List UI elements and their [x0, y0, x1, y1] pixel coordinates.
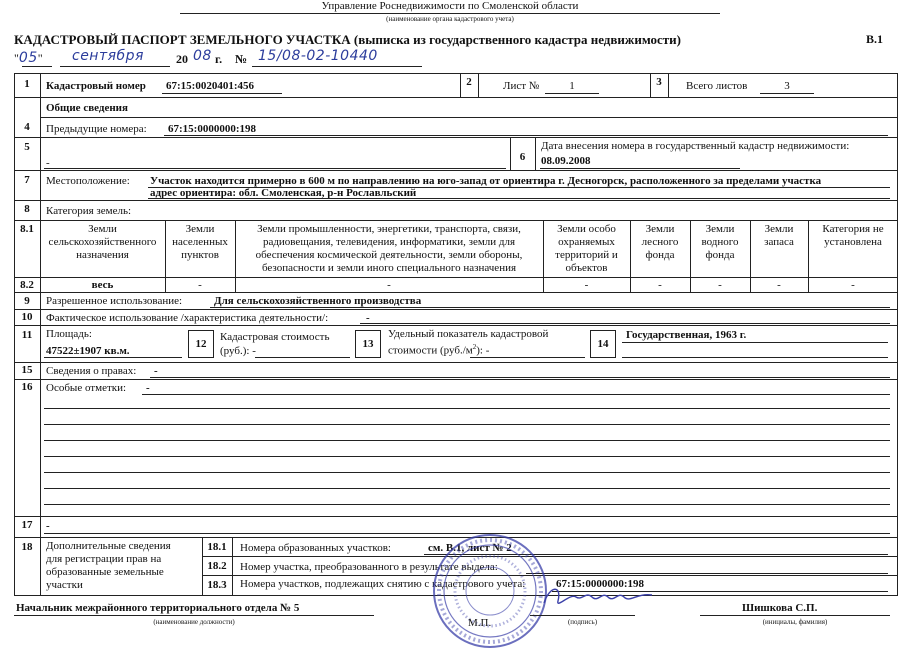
- row-num-18: 18: [21, 541, 33, 553]
- sheet-label: Лист №: [503, 80, 540, 92]
- category-water: Земли водного фонда: [701, 223, 739, 261]
- total-num-cell: 3: [656, 76, 662, 88]
- ownership-value: Государственная, 1963 г.: [626, 329, 747, 341]
- total-sheets-label: Всего листов: [686, 80, 748, 92]
- row-num-13: 13: [362, 338, 374, 350]
- specific-cost-value: -: [485, 344, 490, 357]
- passport-number: 15/08-02-10440: [258, 48, 378, 64]
- organization-caption: (наименование органа кадастрового учета): [386, 15, 514, 23]
- form-code: В.1: [866, 32, 884, 46]
- sheet-value: 1: [569, 80, 575, 92]
- separated-plot-label: Номер участка, преобразованного в результате выдела:: [240, 561, 498, 573]
- special-notes-value: -: [146, 382, 150, 394]
- area-value: 47522±1907 кв.м.: [46, 345, 130, 357]
- row-num-6: 6: [519, 151, 526, 163]
- row-num-5: 5: [24, 141, 30, 153]
- category-value-protected: -: [584, 279, 589, 291]
- row-num-15: 15: [21, 364, 33, 376]
- date-entry-label: Дата внесения номера в государственный кадастр недвижимости:: [541, 140, 850, 152]
- cadastral-cost-value: -: [252, 345, 256, 357]
- date-year-prefix: 20: [176, 52, 188, 66]
- category-industrial: Земли промышленности, энергетики, транспорта, связи, радиовещания, телевидения, информатики, земли для обеспечения космической деятельности, земли обороны, безопасности и земли иного специального назначения: [255, 223, 523, 274]
- row-num-10: 10: [21, 311, 33, 323]
- rights-label: Сведения о правах:: [46, 365, 137, 377]
- category-value-forest: -: [658, 279, 662, 291]
- actual-use-value: -: [366, 312, 370, 324]
- previous-numbers-value: 67:15:0000000:198: [168, 123, 256, 135]
- removed-plots-label: Номера участков, подлежащих снятию с кадастрового учета:: [240, 578, 526, 590]
- row-num-11: 11: [21, 329, 33, 341]
- category-value-settlements: -: [198, 279, 202, 291]
- document-title: КАДАСТРОВЫЙ ПАСПОРТ ЗЕМЕЛЬНОГО УЧАСТКА (выписка из государственного кадастра недвижимости): [14, 32, 681, 47]
- land-category-label: Категория земель:: [46, 205, 132, 217]
- name-caption: (инициалы, фамилия): [762, 618, 828, 626]
- category-settlements: Земли населенных пунктов: [172, 223, 228, 261]
- area-label: Площадь:: [46, 328, 92, 340]
- seal-place-label: М.П.: [468, 617, 492, 629]
- row17-value: -: [46, 520, 50, 532]
- location-line-1: Участок находится примерно в 600 м по направлению на юго-запад от ориентира г. Десногорск, расположенного за пределами участка: [150, 175, 822, 187]
- row5-value: -: [46, 157, 50, 169]
- year-letter: г.: [215, 52, 223, 66]
- row-num-14: 14: [597, 338, 609, 350]
- previous-numbers-label: Предыдущие номера:: [46, 123, 147, 135]
- row-num-8-2: 8.2: [20, 279, 34, 291]
- row-num-7: 7: [24, 174, 30, 186]
- specific-cost-label-2: стоимости $(руб./м^2)$: -: [388, 343, 490, 357]
- cadastral-cost-label-2: (руб.): -: [220, 345, 256, 357]
- date-year-suffix: 08: [193, 48, 212, 64]
- official-position: Начальник межрайонного территориального отдела № 5: [16, 602, 300, 614]
- location-label: Местоположение:: [46, 175, 130, 187]
- special-notes-label: Особые отметки:: [46, 382, 127, 394]
- permitted-use-label: Разрешенное использование:: [46, 295, 183, 307]
- row-num-18-2: 18.2: [207, 560, 227, 572]
- formed-plots-label: Номера образованных участков:: [240, 542, 391, 554]
- additional-info-label: Дополнительные сведения для регистрации прав на образованные земельные участки: [46, 540, 171, 591]
- position-caption: (наименование должности): [153, 618, 235, 626]
- general-section-title: Общие сведения: [46, 102, 128, 114]
- category-reserve: Земли запаса: [764, 223, 794, 248]
- organization-name: Управление Роснедвижимости по Смоленской области: [321, 0, 579, 12]
- category-value-water: -: [718, 279, 722, 291]
- date-entry-value: 08.09.2008: [541, 155, 591, 167]
- actual-use-label: Фактическое использование /характеристика деятельности/:: [46, 312, 329, 324]
- row-num-18-1: 18.1: [207, 541, 227, 553]
- row-num-8-1: 8.1: [20, 223, 34, 235]
- permitted-use-value: Для сельскохозяйственного производства: [214, 295, 422, 307]
- total-sheets-value: 3: [784, 80, 790, 92]
- row-num-18-3: 18.3: [207, 579, 227, 591]
- removed-plots-value: 67:15:0000000:198: [556, 578, 644, 590]
- cadastral-number-value: 67:15:0020401:456: [166, 80, 254, 92]
- row-num-1: 1: [24, 78, 30, 90]
- row-num-17: 17: [21, 519, 33, 531]
- category-value-not-set: -: [851, 279, 855, 291]
- signature-icon: [540, 583, 660, 613]
- signature-caption: (подпись): [567, 618, 598, 626]
- formed-plots-value: см. В.1, лист № 2: [428, 542, 512, 554]
- cadastral-number-label: Кадастровый номер: [46, 80, 146, 92]
- category-forest: Земли лесного фонда: [641, 223, 679, 261]
- category-not-set: Категория не установлена: [822, 223, 884, 248]
- specific-cost-label-1: Удельный показатель кадастровой: [388, 328, 549, 340]
- row-num-16: 16: [21, 381, 33, 393]
- row-num-4: 4: [24, 121, 30, 133]
- rights-value: -: [154, 365, 158, 377]
- date-month: сентября: [72, 48, 144, 64]
- cadastral-cost-label-1: Кадастровая стоимость: [220, 331, 330, 343]
- date-day: 05: [18, 50, 38, 66]
- category-protected: Земли особо охраняемых территорий и объектов: [555, 223, 618, 274]
- date-line: "05": [14, 50, 43, 66]
- official-seal-icon: [420, 525, 560, 650]
- category-value-industrial: -: [387, 279, 391, 291]
- location-line-2: адрес ориентира: обл. Смоленская, р-н Рославльский: [150, 187, 417, 199]
- row-num-8: 8: [24, 203, 30, 215]
- row-num-9: 9: [24, 295, 30, 307]
- category-agricultural: Земли сельскохозяйственного назначения: [48, 223, 157, 261]
- official-name: Шишкова С.П.: [742, 602, 818, 614]
- sheet-num-cell: 2: [466, 76, 472, 88]
- number-label: №: [235, 52, 248, 66]
- row-num-12: 12: [195, 338, 207, 350]
- category-value-reserve: -: [777, 279, 781, 291]
- category-value-agricultural: весь: [91, 279, 114, 291]
